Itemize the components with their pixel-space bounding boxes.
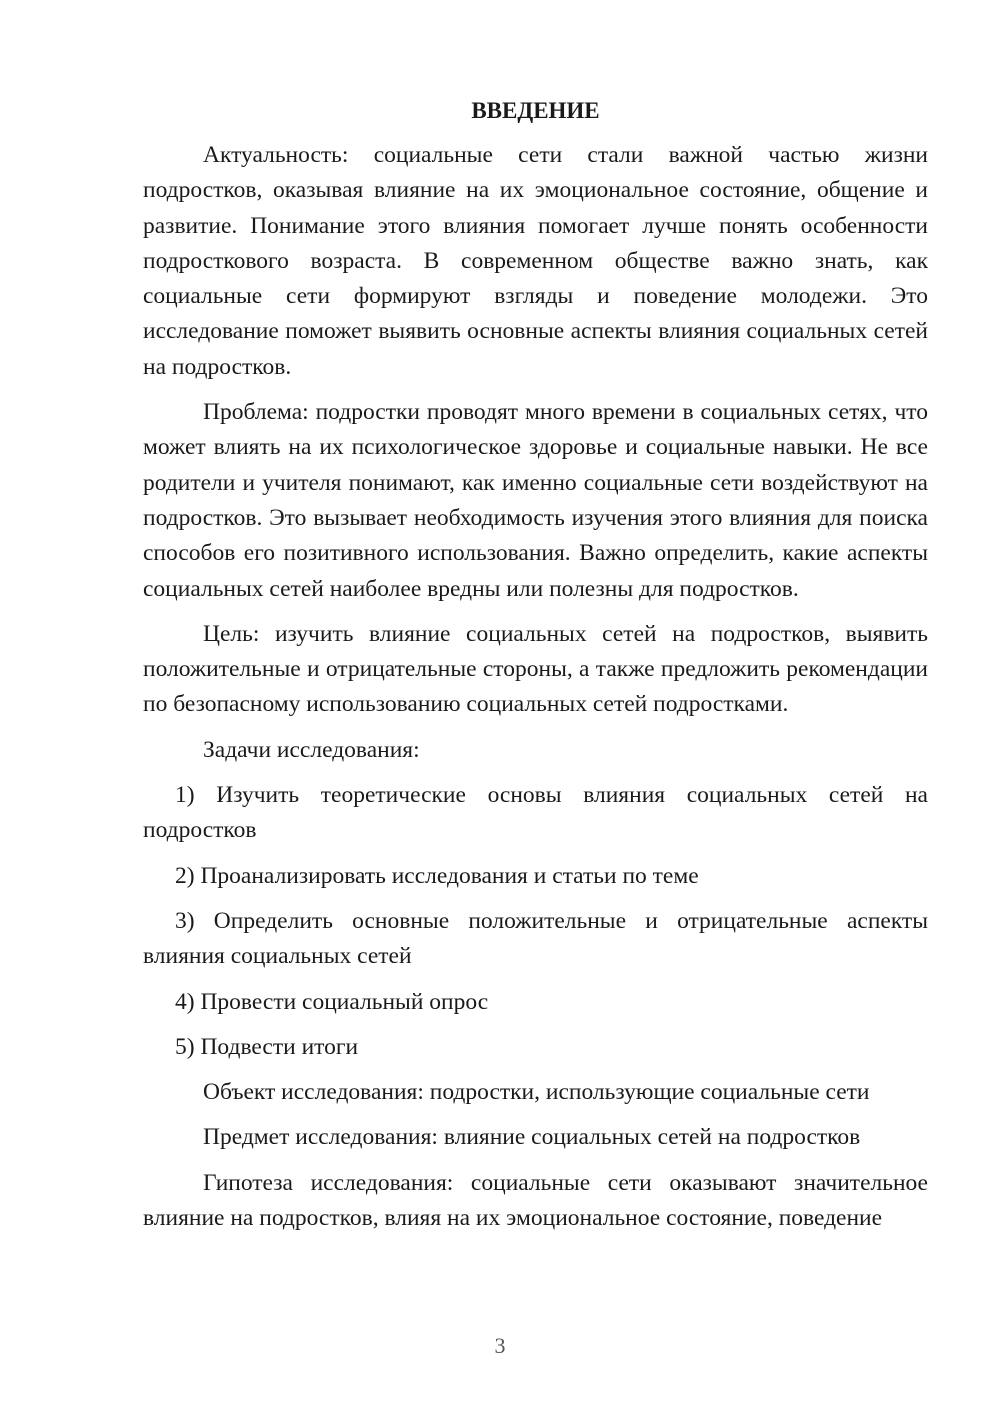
tasks-title: Задачи исследования: xyxy=(203,736,420,763)
page-number: 3 xyxy=(494,1333,506,1358)
paragraph-goal: Цель: изучить влияние социальных сетей на подростков, выявить положительные и отрицательные стороны, а также предложить рекомендации по безопасному использованию социальных сетей подростками. xyxy=(143,620,928,718)
list-item: 1) Изучить теоретические основы влияния социальных сетей на подростков xyxy=(143,782,928,844)
list-item: 2) Проанализировать исследования и статьи по теме xyxy=(175,862,699,889)
paragraph-hypothesis: Гипотеза исследования: социальные сети оказывают значительное влияние на подростков, влияя на их эмоциональное состояние, поведение xyxy=(143,1169,928,1232)
list-item: 4) Провести социальный опрос xyxy=(175,988,489,1015)
paragraph-relevance: Актуальность: социальные сети стали важной частью жизни подростков, оказывая влияние на их эмоциональное состояние, общение и развитие. Понимание этого влияния помогает лучше понять особенности подросткового возраста. В современном обществе важно знать, как социальные сети формируют взгляды и поведение молодежи. Это исследование поможет выявить основные аспекты влияния социальных сетей на подростков. xyxy=(143,142,928,380)
list-item: 3) Определить основные положительные и отрицательные аспекты влияния социальных сетей xyxy=(143,907,928,970)
paragraph-object: Объект исследования: подростки, использующие социальные сети xyxy=(203,1079,870,1106)
tasks-list xyxy=(143,778,928,1065)
section-heading: ВВЕДЕНИЕ xyxy=(471,98,600,123)
list-item: 5) Подвести итоги xyxy=(175,1033,359,1060)
page-content xyxy=(143,96,928,1246)
paragraph-problem: Проблема: подростки проводят много времени в социальных сетях, что может влиять на их психологическое здоровье и социальные навыки. Не все родители и учителя понимают, как именно социальные сети воздействуют на подростков. Это вызывает необходимость изучения этого влияния для поиска способов его позитивного использования. Важно определить, какие аспекты социальных сетей наиболее вредны или полезны для подростков. xyxy=(143,399,928,602)
paragraph-subject: Предмет исследования: влияние социальных сетей на подростков xyxy=(203,1124,861,1151)
